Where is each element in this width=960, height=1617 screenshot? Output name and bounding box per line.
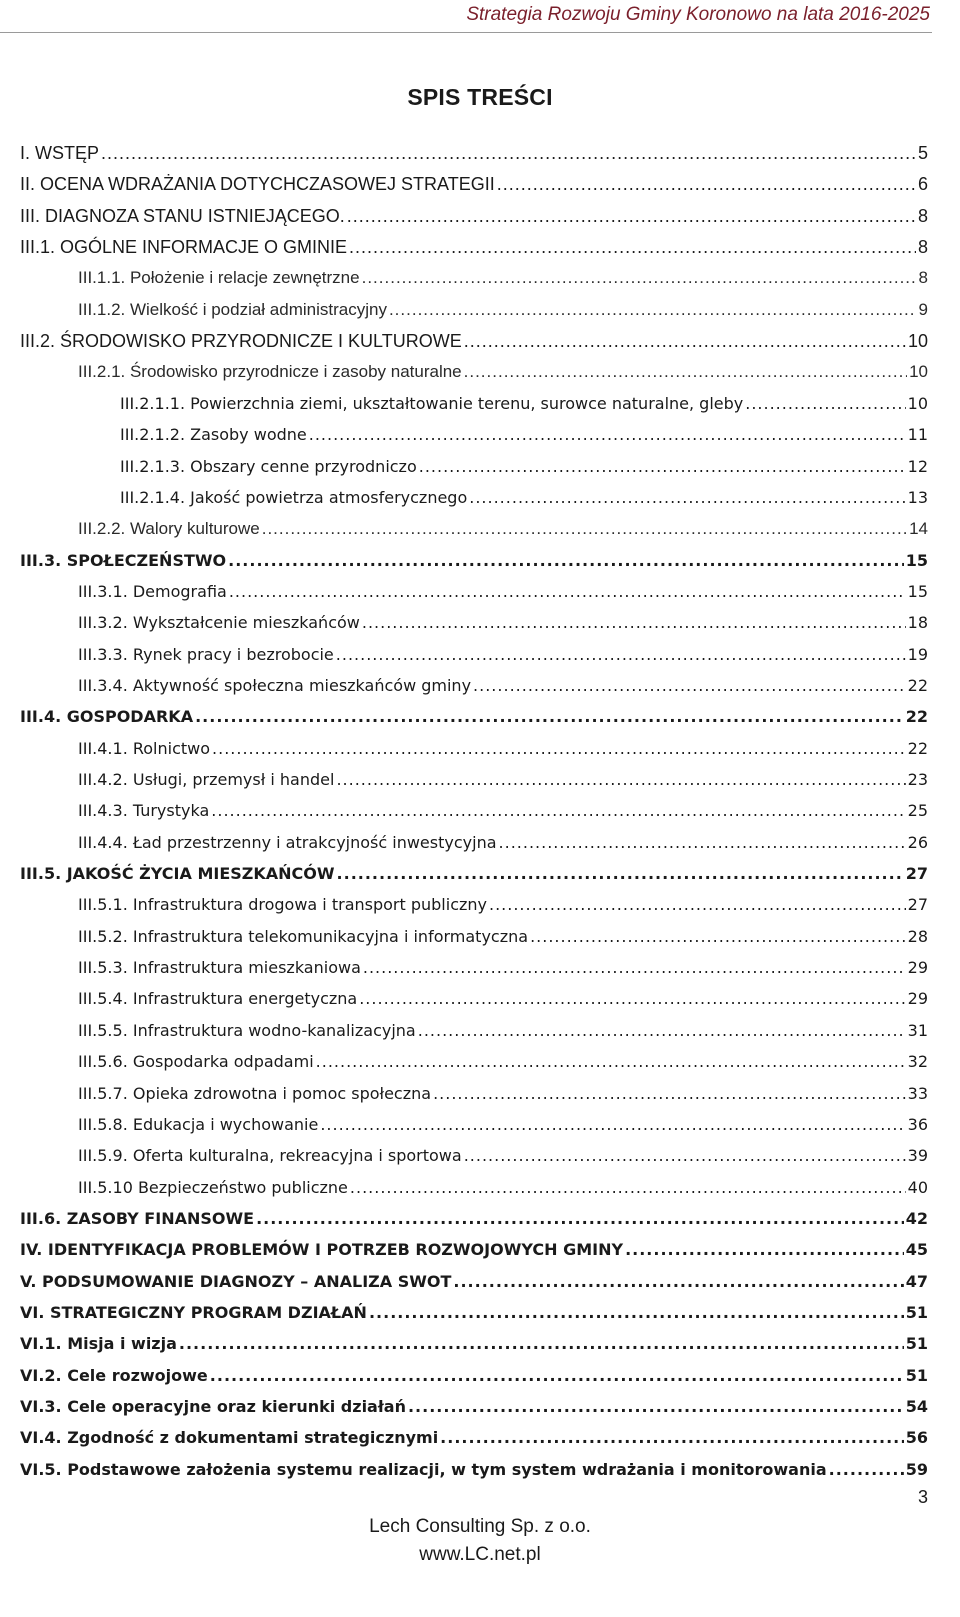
toc-dot-leader [369,1302,904,1324]
toc-entry-title: VI. STRATEGICZNY PROGRAM DZIAŁAŃ [20,1302,367,1322]
toc-entry-title: III.3.4. Aktywność społeczna mieszkańców gminy [78,675,472,695]
toc-entry-title: VI.4. Zgodność z dokumentami strategicznymi [20,1428,439,1448]
toc-entry-title: III.3. SPOŁECZEŃSTWO [20,550,227,570]
footer [0,1513,960,1569]
toc-entry[interactable] [20,540,928,572]
toc-entry[interactable] [20,1229,928,1261]
toc-dot-leader [256,1208,904,1230]
toc-entry-title: III.2.1.4. Jakość powietrza atmosferycznego [120,487,468,507]
toc-entry-title: III.3.3. Rynek pracy i bezrobocie [78,644,334,664]
toc-dot-leader [320,1114,905,1136]
toc-dot-leader [347,205,916,227]
toc-entry-page: 45 [905,1240,928,1260]
toc-entry[interactable] [20,1386,928,1418]
toc-entry[interactable] [120,414,928,446]
toc-entry-page: 8 [917,237,928,258]
toc-entry-page: 10 [909,362,928,382]
toc-entry-title: VI.2. Cele rozwojowe [20,1365,208,1385]
toc-dot-leader [389,299,917,321]
toc-entry[interactable] [20,1449,928,1481]
toc-entry-page: 14 [909,519,928,539]
toc-entry-page: 10 [907,393,928,413]
toc-entry[interactable] [20,853,928,885]
toc-dot-leader [464,361,907,383]
toc-entry-page: 39 [907,1146,928,1166]
toc-entry-page: 27 [907,895,928,915]
footer-website: www.LC.net.pl [419,1544,541,1565]
toc-entry[interactable] [20,1355,928,1387]
toc-entry-page: 31 [907,1020,928,1040]
toc-entry[interactable] [120,477,928,509]
toc-entry-title: III.5.6. Gospodarka odpadami [78,1052,314,1072]
toc-entry-title: III.5.3. Infrastruktura mieszkaniowa [78,958,361,978]
toc-entry[interactable] [78,351,928,383]
toc-entry[interactable] [78,289,928,321]
toc-entry-page: 12 [907,456,928,476]
toc-entry-title: III.2. ŚRODOWISKO PRZYRODNICZE I KULTUROWE [20,331,462,352]
toc-entry-title: III.5.10 Bezpieczeństwo publiczne [78,1177,348,1197]
toc-dot-leader [464,1145,906,1167]
toc-entry-title: VI.1. Misja i wizja [20,1334,177,1354]
toc-entry[interactable] [78,665,928,697]
toc-entry-title: VI.5. Podstawowe założenia systemu realizacji, w tym system wdrażania i monitorowania [20,1459,827,1479]
toc-entry-page: 33 [907,1083,928,1103]
toc-entry-title: III.4.3. Turystyka [78,801,210,821]
toc-entry-page: 32 [907,1052,928,1072]
toc-entry-title: III.4.2. Usługi, przemysł i handel [78,770,335,789]
toc-dot-leader [625,1239,904,1261]
toc-entry[interactable] [78,508,928,540]
toc-entry-page: 19 [907,644,928,664]
toc-dot-leader [497,173,916,195]
toc-dot-leader [337,863,904,885]
toc-entry-title: IV. IDENTYFIKACJA PROBLEMÓW I POTRZEB ROZWOJOWYCH GMINY [20,1240,624,1260]
toc-entry[interactable] [20,1198,928,1230]
toc-dot-leader [464,330,906,352]
toc-dot-leader [262,518,907,540]
toc-dot-leader [362,612,906,634]
toc-entry-title: III.5.1. Infrastruktura drogowa i transport publiczny [78,895,487,915]
toc-entry-title: III.5.8. Edukacja i wychowanie [78,1114,319,1134]
toc-entry[interactable] [78,634,928,666]
toc-dot-leader [228,550,904,572]
toc-dot-leader [745,393,905,415]
toc-dot-leader [408,1396,904,1418]
toc-entry[interactable] [78,1073,928,1105]
toc-entry-page: 22 [907,738,928,758]
toc-entry-page: 51 [905,1365,928,1385]
toc-entry[interactable] [78,1010,928,1042]
toc-entry[interactable] [78,822,928,854]
footer-company: Lech Consulting Sp. z o.o. [369,1516,591,1537]
toc-entry[interactable] [20,696,928,728]
toc-entry-page: 47 [905,1271,928,1291]
toc-entry[interactable] [78,1104,928,1136]
toc-entry-page: 26 [907,832,928,852]
toc-entry[interactable] [20,195,928,227]
toc-entry-page: 25 [907,801,928,821]
toc-entry-page: 6 [917,174,928,195]
toc-dot-leader [433,1083,906,1105]
toc-entry-page: 27 [905,864,928,884]
toc-entry-page: 56 [905,1428,928,1448]
toc-entry-title: III.1.2. Wielkość i podział administracyjny [78,299,387,319]
toc-dot-leader [309,424,906,446]
toc-entry[interactable] [20,320,928,352]
toc-dot-leader [359,988,905,1010]
toc-entry-title: III.4. GOSPODARKA [20,707,194,727]
toc-entry[interactable] [20,132,928,164]
toc-entry-page: 22 [907,675,928,695]
toc-entry[interactable] [78,884,928,916]
toc-entry[interactable] [20,1292,928,1324]
toc-dot-leader [489,894,906,916]
toc-entry[interactable] [78,1041,928,1073]
toc-entry[interactable] [78,1167,928,1199]
toc-entry-page: 28 [907,926,928,946]
toc-dot-leader [362,267,917,289]
toc-entry-page: 11 [907,425,928,445]
toc-entry-title: II. OCENA WDRAŻANIA DOTYCHCZASOWEJ STRATEGII [20,174,495,195]
toc-entry-page: 15 [905,550,928,570]
toc-dot-leader [195,706,904,728]
toc-dot-leader [211,800,905,822]
toc-entry-title: I. WSTĘP [20,143,100,163]
toc-entry[interactable] [78,947,928,979]
toc-dot-leader [336,769,905,791]
toc-dot-leader [469,487,905,509]
toc-entry[interactable] [20,1261,928,1293]
toc-dot-leader [419,456,906,478]
toc-entry[interactable] [78,978,928,1010]
toc-entry[interactable] [78,728,928,760]
toc-entry[interactable] [78,571,928,603]
toc-entry-page: 9 [918,299,928,319]
toc-dot-leader [316,1051,906,1073]
toc-entry-page: 51 [905,1334,928,1354]
toc-dot-leader [179,1333,904,1355]
toc-entry-title: III.5.9. Oferta kulturalna, rekreacyjna i sportowa [78,1146,462,1166]
toc-entry-title: III. DIAGNOZA STANU ISTNIEJĄCEGO. [20,205,345,226]
toc-entry[interactable] [78,1135,928,1167]
toc-entry[interactable] [20,1323,928,1355]
toc-entry-page: 15 [907,581,928,601]
toc-entry-page: 23 [907,770,928,789]
toc-entry-title: III.6. ZASOBY FINANSOWE [20,1208,255,1228]
toc-entry[interactable] [78,257,928,289]
toc-dot-leader [350,1177,906,1199]
toc-dot-leader [473,675,906,697]
toc-dot-leader [530,926,906,948]
toc-entry-title: III.3.1. Demografia [78,581,227,601]
toc-dot-leader [418,1020,906,1042]
toc-entry[interactable] [20,226,928,258]
toc-entry-title: III.3.2. Wykształcenie mieszkańców [78,613,360,633]
toc-entry-title: VI.3. Cele operacyjne oraz kierunki działań [20,1397,406,1416]
toc-dot-leader [212,738,906,760]
toc-dot-leader [829,1459,904,1481]
toc-entry[interactable] [78,759,928,791]
toc-entry-title: III.2.1.2. Zasoby wodne [120,425,307,445]
toc-entry-page: 59 [905,1459,928,1479]
toc-entry[interactable] [78,602,928,634]
toc-entry-title: III.2.1. Środowisko przyrodnicze i zasoby naturalne [78,362,462,382]
toc-entry-page: 8 [917,205,928,226]
toc-entry[interactable] [120,383,928,415]
toc-entry-page: 54 [905,1397,928,1416]
toc-entry-title: III.2.2. Walory kulturowe [78,519,260,539]
toc-entry-title: III.4.4. Ład przestrzenny i atrakcyjność inwestycyjna [78,832,497,852]
toc-entry[interactable] [20,163,928,195]
toc-dot-leader [101,142,916,164]
toc-entry-page: 42 [905,1208,928,1228]
toc-dot-leader [499,832,906,854]
toc-dot-leader [453,1271,903,1293]
toc-dot-leader [210,1365,904,1387]
toc-entry-title: III.5. JAKOŚĆ ŻYCIA MIESZKAŃCÓW [20,864,335,884]
header-rule [0,32,932,33]
toc-entry-title: V. PODSUMOWANIE DIAGNOZY – ANALIZA SWOT [20,1271,452,1291]
toc-entry-title: III.5.2. Infrastruktura telekomunikacyjna i informatyczna [78,926,529,946]
toc-entry[interactable] [78,916,928,948]
toc-entry[interactable] [20,1417,928,1449]
toc-entry-title: III.1.1. Położenie i relacje zewnętrzne [78,268,360,288]
toc-entry-page: 22 [905,707,928,727]
toc-entry-title: III.5.7. Opieka zdrowotna i pomoc społeczna [78,1083,432,1103]
toc-entry-page: 29 [907,958,928,978]
toc-entry-title: III.2.1.1. Powierzchnia ziemi, ukształtowanie terenu, surowce naturalne, gleby [120,393,744,413]
toc-entry-page: 5 [917,143,928,163]
running-header: Strategia Rozwoju Gminy Koronowo na lata 2016-2025 [466,4,930,25]
toc-dot-leader [440,1427,904,1449]
toc-dot-leader [336,644,906,666]
toc-entry-page: 8 [918,268,928,288]
toc-entry[interactable] [78,790,928,822]
toc-entry-page: 18 [907,613,928,633]
toc-entry-title: III.4.1. Rolnictwo [78,738,211,758]
toc-dot-leader [229,581,906,603]
toc-entry-title: III.2.1.3. Obszary cenne przyrodniczo [120,456,417,476]
toc-entry-page: 10 [907,331,928,352]
toc-entry-page: 40 [907,1177,928,1197]
toc-dot-leader [349,236,916,258]
toc-entry-title: III.5.5. Infrastruktura wodno-kanalizacyjna [78,1020,416,1040]
page-number: 3 [917,1487,928,1507]
toc-entry-title: III.5.4. Infrastruktura energetyczna [78,989,358,1009]
toc-entry-page: 36 [907,1114,928,1134]
toc-entry-page: 51 [905,1302,928,1322]
toc-title: SPIS TREŚCI [407,84,553,110]
toc-entry-title: III.1. OGÓLNE INFORMACJE O GMINIE [20,237,348,258]
toc-dot-leader [363,957,906,979]
toc-entry[interactable] [120,446,928,478]
toc-entry-page: 13 [907,487,928,507]
toc-entry-page: 29 [907,989,928,1009]
